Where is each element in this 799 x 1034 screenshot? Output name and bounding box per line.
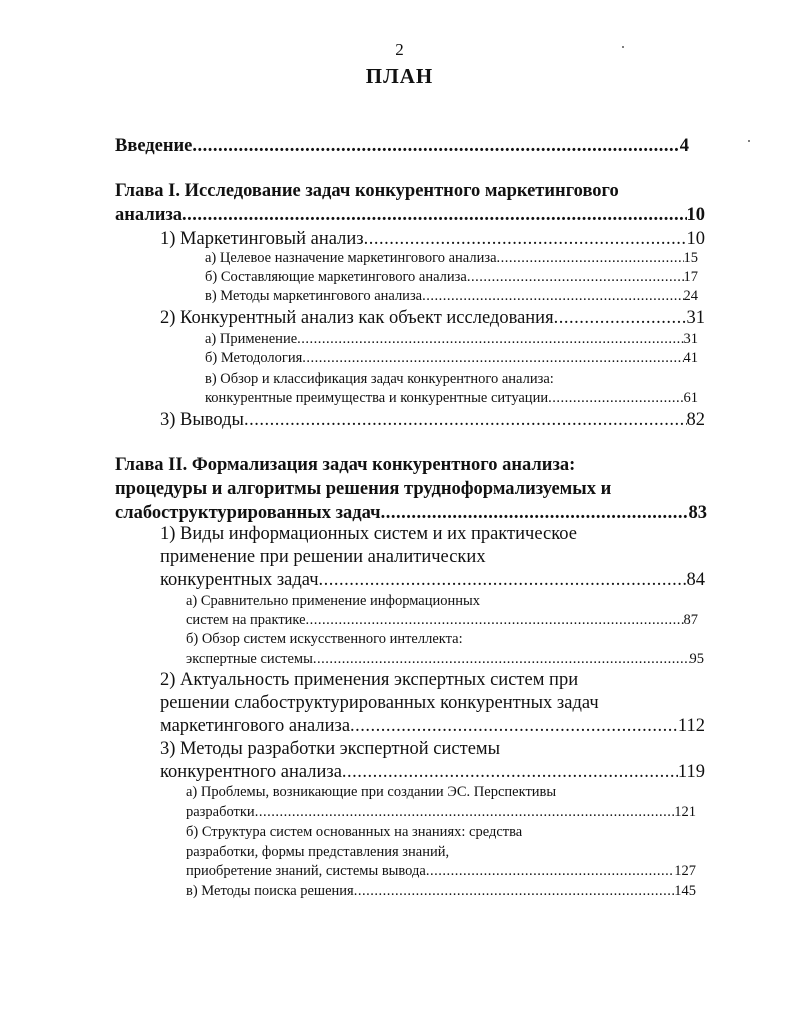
toc-entry-2-1-a-line1: а) Сравнительно применение информационных bbox=[186, 593, 481, 609]
page-title: ПЛАН bbox=[365, 64, 434, 88]
toc-entry-text: приобретение знаний, системы вывода bbox=[186, 864, 426, 879]
toc-entry-2-1 bbox=[160, 571, 705, 590]
toc-leader-dots bbox=[422, 289, 683, 304]
toc-entry-2-1-b bbox=[186, 652, 704, 667]
toc-page-number: 145 bbox=[674, 884, 696, 899]
toc-entry-2-3-c bbox=[186, 884, 696, 899]
toc-leader-dots bbox=[467, 270, 684, 285]
toc-entry-text: 3) Выводы bbox=[160, 411, 244, 430]
toc-entry-2-3-a-line1: а) Проблемы, возникающие при создании ЭС. Перспективы bbox=[186, 784, 557, 800]
toc-entry-text: 1) Маркетинговый анализ bbox=[160, 230, 364, 249]
toc-page-number: 24 bbox=[683, 289, 698, 304]
toc-entry-text: разработки bbox=[186, 805, 255, 820]
toc-page-number: 15 bbox=[683, 251, 698, 266]
toc-entry-2-1-line1: 1) Виды информационных систем и их практическое bbox=[160, 524, 577, 544]
toc-leader-dots bbox=[182, 206, 686, 225]
toc-entry-text: 2) Конкурентный анализ как объект исследования bbox=[160, 309, 554, 328]
chapter2-heading: Глава II. Формализация задач конкурентного анализа: bbox=[115, 455, 576, 475]
toc-entry-text: анализа bbox=[115, 206, 183, 225]
toc-entry-1-2-c-line1: в) Обзор и классификация задач конкурентного анализа: bbox=[205, 371, 554, 387]
chapter2-heading-line2: процедуры и алгоритмы решения трудноформализуемых и bbox=[115, 479, 612, 499]
toc-leader-dots bbox=[381, 504, 689, 523]
toc-entry-text: б) Составляющие маркетингового анализа bbox=[205, 270, 467, 285]
toc-leader-dots bbox=[497, 251, 684, 266]
toc-page-number: 82 bbox=[686, 411, 705, 430]
toc-entry-2-3-b-line1: б) Структура систем основанных на знаниях: средства bbox=[186, 824, 523, 840]
toc-leader-dots bbox=[554, 309, 687, 328]
toc-leader-dots bbox=[306, 613, 684, 628]
toc-entry-text: конкурентного анализа bbox=[160, 763, 342, 782]
toc-entry-2-2-line1: 2) Актуальность применения экспертных систем при bbox=[160, 670, 579, 690]
toc-entry-text: в) Методы поиска решения bbox=[186, 884, 354, 899]
toc-entry-1-3 bbox=[160, 411, 705, 430]
toc-page-number: 121 bbox=[674, 805, 696, 820]
toc-entry-2-3 bbox=[160, 763, 705, 782]
toc-entry-text: конкурентные преимущества и конкурентные ситуации bbox=[205, 391, 549, 406]
toc-entry-text: конкурентных задач bbox=[160, 571, 319, 590]
toc-entry-text: экспертные системы bbox=[186, 652, 313, 667]
toc-page-number: 61 bbox=[683, 391, 698, 406]
toc-entry-text: маркетингового анализа bbox=[160, 717, 351, 736]
toc-entry-1-1-c bbox=[205, 289, 698, 304]
toc-entry-2-3-a bbox=[186, 805, 696, 820]
toc-leader-dots bbox=[302, 351, 683, 366]
toc-leader-dots bbox=[364, 230, 687, 249]
toc-leader-dots bbox=[342, 763, 678, 782]
toc-page-number: 31 bbox=[683, 332, 698, 347]
toc-leader-dots bbox=[297, 332, 683, 347]
toc-page-number: 10 bbox=[686, 206, 705, 225]
toc-page-number: 41 bbox=[683, 351, 698, 366]
toc-page-number: 4 bbox=[679, 137, 689, 156]
toc-entry-2-1-a bbox=[186, 613, 698, 628]
toc-leader-dots bbox=[350, 717, 678, 736]
toc-page-number: 87 bbox=[683, 613, 698, 628]
toc-page-number: 127 bbox=[674, 864, 696, 879]
toc-entry-chapter2 bbox=[115, 504, 707, 523]
toc-leader-dots bbox=[244, 411, 687, 430]
toc-leader-dots bbox=[319, 571, 687, 590]
toc-entry-2-1-b-line1: б) Обзор систем искусственного интеллекта: bbox=[186, 631, 463, 647]
toc-entry-2-3-line1: 3) Методы разработки экспертной системы bbox=[160, 739, 501, 759]
toc-entry-1-1 bbox=[160, 230, 705, 249]
toc-entry-1-1-a bbox=[205, 251, 698, 266]
toc-entry-2-1-line2: применение при решении аналитических bbox=[160, 547, 486, 567]
toc-entry-1-2-c bbox=[205, 391, 698, 406]
toc-leader-dots bbox=[548, 391, 683, 406]
toc-entry-text: б) Методология bbox=[205, 351, 303, 366]
toc-page-number: 17 bbox=[683, 270, 698, 285]
toc-entry-1-2-b bbox=[205, 351, 698, 366]
toc-leader-dots bbox=[192, 137, 679, 156]
toc-entry-text: Введение bbox=[115, 137, 193, 156]
toc-entry-1-2-a bbox=[205, 332, 698, 347]
toc-entry-text: в) Методы маркетингового анализа bbox=[205, 289, 423, 304]
toc-page-number: 95 bbox=[689, 652, 704, 667]
toc-entry-text: систем на практике bbox=[186, 613, 306, 628]
toc-leader-dots bbox=[255, 805, 675, 820]
toc-entry-text: слабоструктурированных задач bbox=[115, 504, 381, 523]
toc-leader-dots bbox=[313, 652, 690, 667]
toc-leader-dots bbox=[354, 884, 675, 899]
toc-entry-text: а) Применение bbox=[205, 332, 298, 347]
toc-entry-text: а) Целевое назначение маркетингового анализа bbox=[205, 251, 497, 266]
toc-entry-2-2 bbox=[160, 717, 705, 736]
toc-entry-intro bbox=[115, 137, 689, 156]
toc-entry-2-3-b-line2: разработки, формы представления знаний, bbox=[186, 844, 450, 860]
toc-page-number: 31 bbox=[686, 309, 705, 328]
page-number: 2 bbox=[395, 40, 404, 59]
toc-entry-2-2-line2: решении слабоструктурированных конкурентных задач bbox=[160, 693, 599, 713]
toc-page-number: 112 bbox=[677, 717, 705, 736]
toc-leader-dots bbox=[426, 864, 674, 879]
toc-page-number: 119 bbox=[677, 763, 705, 782]
scan-speck bbox=[622, 46, 624, 48]
toc-page-number: 83 bbox=[688, 504, 707, 523]
toc-entry-2-3-b bbox=[186, 864, 696, 879]
toc-entry-chapter1 bbox=[115, 206, 705, 225]
chapter1-heading: Глава I. Исследование задач конкурентного маркетингового bbox=[115, 181, 619, 201]
toc-entry-1-2 bbox=[160, 309, 705, 328]
toc-page-number: 84 bbox=[686, 571, 705, 590]
toc-entry-1-1-b bbox=[205, 270, 698, 285]
scan-speck bbox=[748, 140, 750, 142]
toc-page-number: 10 bbox=[686, 230, 705, 249]
